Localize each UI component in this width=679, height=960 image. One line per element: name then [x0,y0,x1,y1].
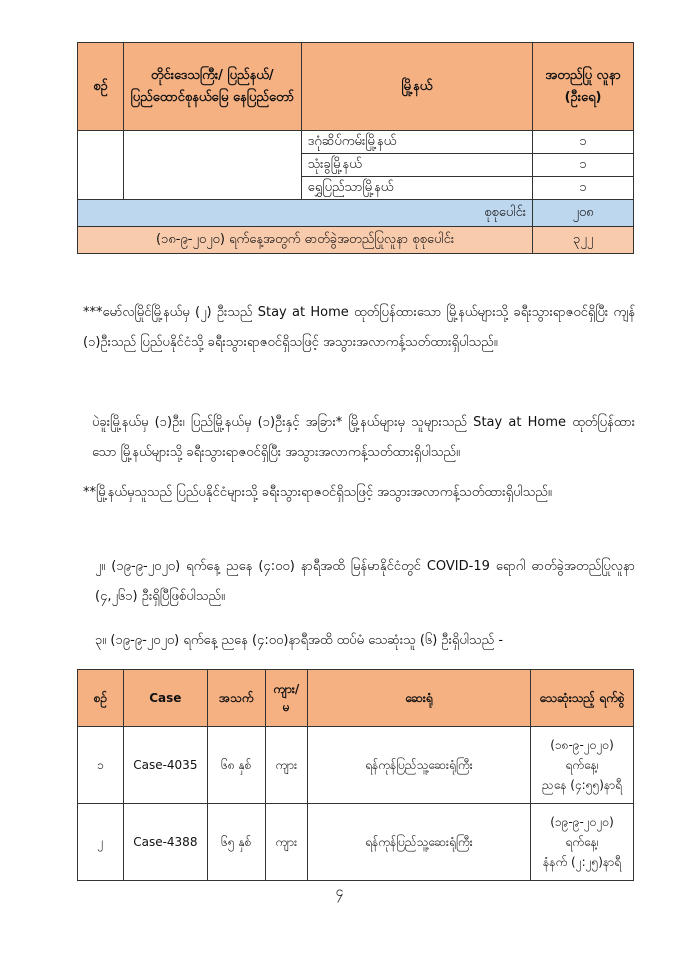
cell-case: Case-4388 [123,804,207,881]
section-3-paragraph: ၃။ (၁၉-၉-၂၀၂၀) ရက်နေ့ ညနေ (၄:၀၀)နာရီအထိ ထပ်မံ သေဆုံးသူ (၆) ဦးရှိပါသည် - [95,633,504,648]
total-row [78,200,634,227]
page-number: ၄ [335,884,344,900]
header-age: အသက် [207,670,265,727]
death-date: (၁၈-၉-၂၀၂၀) [550,738,614,752]
table-header-row [78,43,634,131]
grand-total-row [78,227,634,254]
death-day: ရက်နေ့၊ [565,835,599,849]
total-value: ၂၀၈ [533,200,634,227]
cell-hospital: ရန်ကုန်ပြည်သူ့ဆေးရုံကြီး [307,727,530,804]
table-row [78,727,634,804]
cell-sex: ကျား [265,804,307,881]
cell-age: ၆၈ နှစ် [207,727,265,804]
death-time: နံနက် (၂:၂၅)နာရီ [543,855,622,869]
death-time: ညနေ (၄:၅၅)နာရီ [542,778,622,792]
cell-sex: ကျား [265,727,307,804]
cell-death-date [531,727,634,804]
cell-township: ဒဂုံဆိပ်ကမ်းမြို့နယ် [301,131,532,154]
header-confirmed: အတည်ပြု လူနာ (ဦးရေ) [533,43,634,131]
header-township: မြို့နယ် [301,43,532,131]
cell-region [123,131,301,200]
section-2-paragraph: ၂။ (၁၉-၉-၂၀၂၀) ရက်နေ့ ညနေ (၄:၀၀) နာရီအထိ မြန်မာနိုင်ငံတွင် COVID-19 ရောဂါ ဓာတ်ခွဲအတည်ပြုလူနာ (၄,၂၆၁) ဦးရှိပြီဖြစ်ပါသည်။ [95,559,635,604]
cell-township: သုံးခွမြို့နယ် [301,154,532,177]
note-paragraph-2: ပဲခူးမြို့နယ်မှ (၁)ဦး၊ ပြည်မြို့နယ်မှ (၁)ဦးနှင့် အခြား* မြို့နယ်များမှ သူများသည် Stay at Home ထုတ်ပြန်ထားသော မြို့နယ်များသို့ ခရီးသွားရာဇဝင်ရှိပြီး အသွားအလာကန့်သတ်ထားရှိပါသည်။ [92,415,635,460]
cell-no: ၁ [78,727,124,804]
cell-age: ၆၅ နှစ် [207,804,265,881]
grand-total-value: ၃၂၂ [533,227,634,254]
header-no: စဉ် [78,43,124,131]
header-no: စဉ် [78,670,124,727]
header-case: Case [123,670,207,727]
deaths-table [77,669,634,881]
cell-count: ၁ [533,177,634,200]
note-paragraph-1: ***မော်လမြိုင်မြို့နယ်မှ (၂) ဦးသည် Stay at Home ထုတ်ပြန်ထားသော မြို့နယ်များသို့ ခရီးသွားရာဇဝင်ရှိပြီး ကျန် (၁)ဦးသည် ပြည်ပနိုင်ငံသို့ ခရီးသွားရာဇဝင်ရှိသဖြင့် အသွားအလာကန့်သတ်ထားရှိပါသည်။ [83,305,635,350]
table-header-row [78,670,634,727]
note-paragraph-3: **မြို့နယ်မှသူသည် ပြည်ပနိုင်ငံများသို့ ခရီးသွားရာဇဝင်ရှိသဖြင့် အသွားအလာကန့်သတ်ထားရှိပါသည်။ [83,485,552,500]
cell-count: ၁ [533,154,634,177]
total-label: စုစုပေါင်း [78,200,533,227]
header-hospital: ဆေးရုံ [307,670,530,727]
table-row [78,804,634,881]
header-sex: ကျား/ မ [265,670,307,727]
death-day: ရက်နေ့၊ [565,758,599,772]
table-row [78,131,634,154]
header-death-date: သေဆုံးသည့် ရက်စွဲ [531,670,634,727]
cell-count: ၁ [533,131,634,154]
header-region: တိုင်းဒေသကြီး/ ပြည်နယ်/ ပြည်ထောင်စုနယ်မြေ နေပြည်တော် [123,43,301,131]
cell-township: ရွှေပြည်သာမြို့နယ် [301,177,532,200]
grand-total-label: (၁၈-၉-၂၀၂၀) ရက်နေ့အတွက် ဓာတ်ခွဲအတည်ပြုလူနာ စုစုပေါင်း [78,227,533,254]
cell-case: Case-4035 [123,727,207,804]
cell-no [78,131,124,200]
cell-death-date [531,804,634,881]
cell-hospital: ရန်ကုန်ပြည်သူ့ဆေးရုံကြီး [307,804,530,881]
township-cases-table [77,42,634,254]
cell-no: ၂ [78,804,124,881]
death-date: (၁၉-၉-၂၀၂၀) [550,815,614,829]
